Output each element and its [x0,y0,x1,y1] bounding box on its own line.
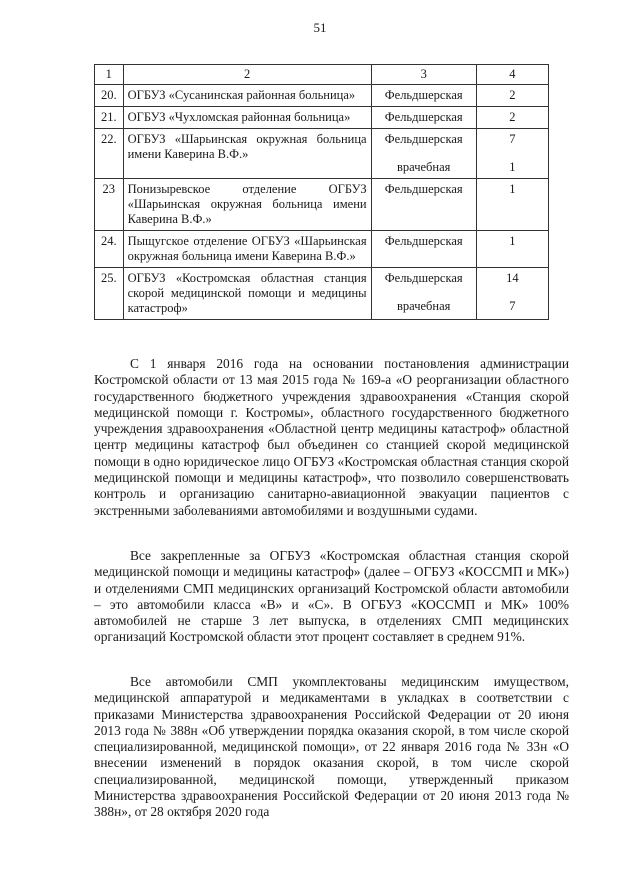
organization-cell [123,268,371,320]
table-body [95,65,549,320]
spacer [376,286,472,299]
row-number-cell [95,231,124,268]
brigade-count-cell [476,129,548,179]
table-row [95,179,549,231]
header-cell-4: 4 [476,65,548,85]
brigade-type: Фельдшерская [384,234,463,248]
paragraph-1 [94,356,569,519]
brigade-count-cell [476,179,548,231]
brigade-type: Фельдшерская [384,271,463,285]
row-number-cell [95,179,124,231]
brigade-type-cell [371,179,476,231]
brigade-count: 2 [509,88,516,102]
row-number: 23 [102,182,116,196]
brigade-type-cell [371,268,476,320]
header-cell-2: 2 [123,65,371,85]
row-number-cell [95,107,124,129]
row-number-cell [95,85,124,107]
brigade-type: Фельдшерская [384,132,463,146]
brigade-type: врачебная [397,160,451,174]
row-number: 20. [100,88,117,102]
brigade-count: 14 [506,271,519,285]
row-number: 24. [100,234,117,248]
table-row [95,129,549,179]
organization-name: Пыщугское отделение ОГБУЗ «Шарьинская окружная больница имени Каверина В.Ф.» [127,234,367,263]
organization-name: ОГБУЗ «Чухломская районная больница» [127,110,351,124]
paragraph-1-text: С 1 января 2016 года на основании постановления администрации Костромской области от 13 мая 2015 года № 169-а «О реорганизации областного государственного бюджетного учреждения здравоохранения «Станция скорой медицинской помощи г. Костромы», областного государственного бюджетного учреждения здравоохранения «Областной центр медицины катастроф» областной центр медицины катастроф был объединен со станцией скорой медицинской помощи в одно юридическое лицо ОГБУЗ «Костромская областная станция скорой медицинской помощи и медицины катастроф», что позволило совершенствовать контроль и организацию санитарно-авиационной эвакуации пациентов с экстренными заболеваниями автомобилями и воздушными судами. [94,356,569,518]
row-number: 25. [100,271,117,285]
organization-name: ОГБУЗ «Костромская областная станция скорой медицинской помощи и медицины катастроф» [127,271,367,315]
organization-cell [123,129,371,179]
brigade-type-cell [371,107,476,129]
brigade-count: 1 [509,182,516,196]
brigade-type: Фельдшерская [384,182,463,196]
paragraph-2-text: Все закрепленные за ОГБУЗ «Костромская областная станция скорой медицинской помощи и медицины катастроф» (далее – ОГБУЗ «КОССМП и МК») и отделениями СМП медицинских организаций Костромской области автомобили – это автомобили класса «В» и «С». В ОГБУЗ «КОССМП и МК» 100% автомобилей не старше 3 лет выпуска, в отделениях СМП медицинских организаций Костромской области этот процент составляет в среднем 91%. [94,548,569,645]
organization-cell [123,107,371,129]
page-number: 51 [313,20,327,35]
brigade-type-cell [371,231,476,268]
spacer [481,147,544,160]
organization-cell [123,179,371,231]
table-row [95,85,549,107]
brigade-count: 7 [509,299,516,313]
brigade-type: Фельдшерская [384,88,463,102]
header-cell-3: 3 [371,65,476,85]
brigade-count: 2 [509,110,516,124]
brigade-type: врачебная [397,299,451,313]
row-number-cell [95,129,124,179]
organization-name: ОГБУЗ «Сусанинская районная больница» [127,88,356,102]
brigade-type-cell [371,129,476,179]
spacer [376,147,472,160]
brigade-count: 1 [509,160,516,174]
organization-cell [123,85,371,107]
paragraph-2 [94,548,569,646]
paragraph-3-text: Все автомобили СМП укомплектованы медицинским имуществом, медицинской аппаратурой и медикаментами в укладках в соответствии с приказами Министерства здравоохранения Российской Федерации от 20 июня 2013 года № 388н «Об утверждении порядка оказания скорой, в том числе скорой специализированной, медицинской помощи», от 22 января 2016 года № 33н «О внесении изменений в порядок оказания скорой, в том числе скорой специализированной, медицинской помощи, утвержденный приказом Министерства здравоохранения Российской Федерации от 20 июня 2013 года № 388н», от 28 октября 2020 года [94,674,569,820]
table-row [95,231,549,268]
spacer [481,286,544,299]
table-header-row [95,65,549,85]
brigade-type-cell [371,85,476,107]
brigade-count: 7 [509,132,516,146]
row-number: 22. [100,132,117,146]
table-row [95,268,549,320]
brigade-count-cell [476,85,548,107]
brigade-count-cell [476,107,548,129]
ambulance-table [94,64,549,320]
brigade-count: 1 [509,234,516,248]
row-number-cell [95,268,124,320]
header-cell-1: 1 [95,65,124,85]
row-number: 21. [100,110,117,124]
organization-name: Понизыревское отделение ОГБУЗ «Шарьинская окружная больница имени Каверина В.Ф.» [127,182,367,226]
brigade-count-cell [476,231,548,268]
organization-name: ОГБУЗ «Шарьинская окружная больница имени Каверина В.Ф.» [127,132,367,161]
organization-cell [123,231,371,268]
brigade-count-cell [476,268,548,320]
table-row [95,107,549,129]
brigade-type: Фельдшерская [384,110,463,124]
paragraph-3 [94,674,569,821]
